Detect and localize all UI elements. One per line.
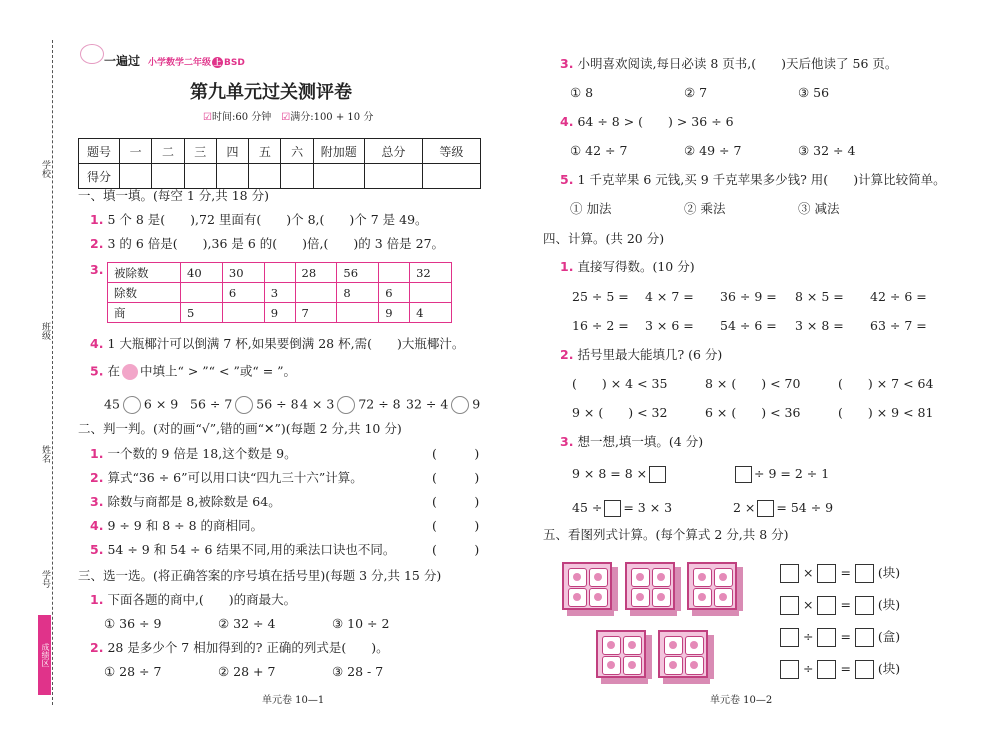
cake-box-icon [596,630,646,678]
division-table [107,262,452,323]
margin-label-id: 学号 [40,570,50,588]
judge-item: 4. 9 ÷ 9 和 8 ÷ 8 的商相同。 [90,518,264,533]
choice-option[interactable]: ② 乘法 [684,201,726,216]
choice-option[interactable]: ① 加法 [570,201,612,216]
judge-item: 1. 一个数的 9 倍是 18,这个数是 9。 [90,446,297,461]
choice-option[interactable]: ① 8 [570,85,594,100]
score-header: 等级 [422,139,480,164]
calc-part-3: 3. 想一想,填一填。(4 分) [560,434,704,449]
table-cell: 9 [264,303,295,323]
answer-box[interactable] [604,500,621,517]
choice-option[interactable]: ① 42 ÷ 7 [570,143,628,158]
score-row-label: 得分 [79,164,120,189]
choice-q2: 2. 28 是多少个 7 相加得到的? 正确的列式是( )。 [90,640,389,655]
calc-item[interactable]: 36 ÷ 9 = [720,289,777,304]
answer-box[interactable] [757,500,774,517]
choice-option[interactable]: ② 28 + 7 [218,664,276,679]
answer-paren[interactable]: ( ) [432,494,480,509]
table-cell: 56 [337,263,379,283]
picture-equation: × = (块) [780,596,900,615]
cake-box-icon [658,630,708,678]
choice-q5: 5. 1 千克苹果 6 元钱,买 9 千克苹果多少钱? 用( )计算比较简单。 [560,172,946,187]
score-cell[interactable] [422,164,480,189]
answer-box[interactable] [649,466,666,483]
score-header: 六 [281,139,313,164]
table-cell: 被除数 [108,263,181,283]
choice-option[interactable]: ① 28 ÷ 7 [104,664,162,679]
table-cell[interactable] [337,303,379,323]
footer-right: 单元卷 10—2 [710,695,773,706]
score-header: 一 [120,139,152,164]
cake-box-icon [625,562,675,610]
cake-box-icon [562,562,612,610]
choice-option[interactable]: ③ 10 ÷ 2 [332,616,390,631]
table-cell: 8 [337,283,379,303]
table-cell[interactable] [222,303,264,323]
table-cell: 5 [181,303,223,323]
compare-circle[interactable] [337,396,355,414]
answer-box[interactable] [855,628,874,647]
answer-paren[interactable]: ( ) [432,470,480,485]
table-cell: 商 [108,303,181,323]
judge-item: 5. 54 ÷ 9 和 54 ÷ 6 结果不同,用的乘法口诀也不同。 [90,542,396,557]
calc-part-1: 1. 直接写得数。(10 分) [560,259,695,274]
edition-badge: 上 [213,58,222,67]
calc-item[interactable]: 42 ÷ 6 = [870,289,927,304]
score-header: 三 [184,139,216,164]
score-header: 题号 [79,139,120,164]
flower-icon [80,44,104,64]
answer-box[interactable] [817,628,836,647]
table-cell[interactable] [379,263,410,283]
table-cell: 除数 [108,283,181,303]
q1-1: 1. 5 个 8 是( ),72 里面有( )个 8,( )个 7 是 49。 [90,212,428,227]
score-cell[interactable] [313,164,364,189]
section-3-title: 三、选一选。(将正确答案的序号填在括号里)(每题 3 分,共 15 分) [78,568,442,583]
calc-item[interactable]: 54 ÷ 6 = [720,318,777,333]
table-cell: 6 [222,283,264,303]
fill-item[interactable]: 6 × ( ) < 36 [705,405,801,420]
margin-label-name: 姓名 [40,445,50,463]
margin-label-class: 班级 [40,322,50,340]
compare-circle[interactable] [235,396,253,414]
q1-4: 4. 1 大瓶椰汁可以倒满 7 杯,如果要倒满 28 杯,需( )大瓶椰汁。 [90,336,465,351]
table-cell: 28 [295,263,337,283]
answer-box[interactable] [780,660,799,679]
box-eq-3: 45 ÷ = 3 × 3 [572,500,673,515]
table-cell: 4 [410,303,452,323]
calc-item[interactable]: 63 ÷ 7 = [870,318,927,333]
score-cell[interactable] [120,164,152,189]
fill-item[interactable]: ( ) × 7 < 64 [838,376,934,391]
q1-3-number: 3. [90,262,104,277]
choice-q1: 1. 下面各题的商中,( )的商最大。 [90,592,297,607]
calc-part-2: 2. 括号里最大能填几? (6 分) [560,347,723,362]
choice-option[interactable]: ③ 减法 [798,201,840,216]
answer-paren[interactable]: ( ) [432,518,480,533]
answer-box[interactable] [780,596,799,615]
section-4-title: 四、计算。(共 20 分) [543,231,665,246]
answer-box[interactable] [855,660,874,679]
circle-icon [122,364,138,380]
series-label: 小学数学二年级 上 BSD [148,58,245,68]
answer-box[interactable] [817,564,836,583]
choice-option[interactable]: ② 7 [684,85,708,100]
picture-equation: ÷ = (盒) [780,628,900,647]
choice-option[interactable]: ③ 56 [798,85,830,100]
table-cell[interactable] [410,283,452,303]
brand-logo: 一遍过 [104,54,141,68]
table-cell: 3 [264,283,295,303]
picture-equation: ÷ = (块) [780,660,900,679]
exam-meta: ☑时间:60 分钟 ☑满分:100 + 10 分 [203,112,374,123]
table-cell: 30 [222,263,264,283]
answer-paren[interactable]: ( ) [432,542,480,557]
q1-2: 2. 3 的 6 倍是( ),36 是 6 的( )倍,( )的 3 倍是 27。 [90,236,445,251]
score-table [78,138,481,189]
choice-option[interactable]: ② 49 ÷ 7 [684,143,742,158]
compare-circle[interactable] [123,396,141,414]
box-eq-4: 2 × = 54 ÷ 9 [733,500,834,515]
choice-option[interactable]: ① 36 ÷ 9 [104,616,162,631]
answer-box[interactable] [780,564,799,583]
answer-box[interactable] [855,564,874,583]
score-cell[interactable] [184,164,216,189]
table-cell[interactable] [295,283,337,303]
answer-box[interactable] [780,628,799,647]
table-cell[interactable] [181,283,223,303]
margin-label-school: 学校 [40,160,50,178]
score-cell[interactable] [281,164,313,189]
judge-item: 3. 除数与商都是 8,被除数是 64。 [90,494,281,509]
box-eq-2: ÷ 9 = 2 ÷ 1 [733,466,829,483]
score-header: 四 [216,139,248,164]
table-cell: 7 [295,303,337,323]
calc-item[interactable]: 8 × 5 = [795,289,844,304]
fill-item[interactable]: 9 × ( ) < 32 [572,405,668,420]
calc-item[interactable]: 16 ÷ 2 = [572,318,629,333]
score-header: 五 [249,139,281,164]
score-header: 二 [152,139,184,164]
footer-left: 单元卷 10—1 [262,695,325,706]
score-cell[interactable] [216,164,248,189]
table-cell[interactable] [264,263,295,283]
table-cell: 32 [410,263,452,283]
binding-line [52,40,53,705]
fill-item[interactable]: ( ) × 4 < 35 [572,376,668,391]
picture-equation: × = (块) [780,564,900,583]
q1-5: 5. 在 中填上“ > ”“ < ”或“ = ”。 [90,363,297,379]
compare-circle[interactable] [451,396,469,414]
score-header: 总分 [364,139,422,164]
choice-q3: 3. 小明喜欢阅读,每日必读 8 页书,( )天后他读了 56 页。 [560,56,898,71]
choice-option[interactable]: ③ 32 ÷ 4 [798,143,856,158]
judge-item: 2. 算式“36 ÷ 6”可以用口诀“四九三十六”计算。 [90,470,363,485]
cake-box-icon [687,562,737,610]
score-header: 附加题 [313,139,364,164]
fill-item[interactable]: 8 × ( ) < 70 [705,376,801,391]
table-cell: 6 [379,283,410,303]
table-cell: 40 [181,263,223,283]
choice-option[interactable]: ③ 28 - 7 [332,664,384,679]
score-cell[interactable] [249,164,281,189]
page-title: 第九单元过关测评卷 [190,82,352,103]
calc-item[interactable]: 25 ÷ 5 = [572,289,629,304]
box-eq-1: 9 × 8 = 8 × [572,466,668,483]
calc-item[interactable]: 3 × 8 = [795,318,844,333]
choice-q4: 4. 64 ÷ 8 > ( ) > 36 ÷ 6 [560,114,734,129]
section-1-title: 一、填一填。(每空 1 分,共 18 分) [78,188,269,203]
table-cell: 9 [379,303,410,323]
answer-box[interactable] [855,596,874,615]
fill-item[interactable]: ( ) × 9 < 81 [838,405,934,420]
choice-option[interactable]: ② 32 ÷ 4 [218,616,276,631]
answer-box[interactable] [817,596,836,615]
calc-item[interactable]: 4 × 7 = [645,289,694,304]
answer-paren[interactable]: ( ) [432,446,480,461]
answer-box[interactable] [735,466,752,483]
score-zone-badge: 成绩区 [38,615,51,695]
calc-item[interactable]: 3 × 6 = [645,318,694,333]
score-cell[interactable] [364,164,422,189]
section-2-title: 二、判一判。(对的画“√”,错的画“✕”)(每题 2 分,共 10 分) [78,421,402,436]
answer-box[interactable] [817,660,836,679]
score-cell[interactable] [152,164,184,189]
section-5-title: 五、看图列式计算。(每个算式 2 分,共 8 分) [543,527,789,542]
